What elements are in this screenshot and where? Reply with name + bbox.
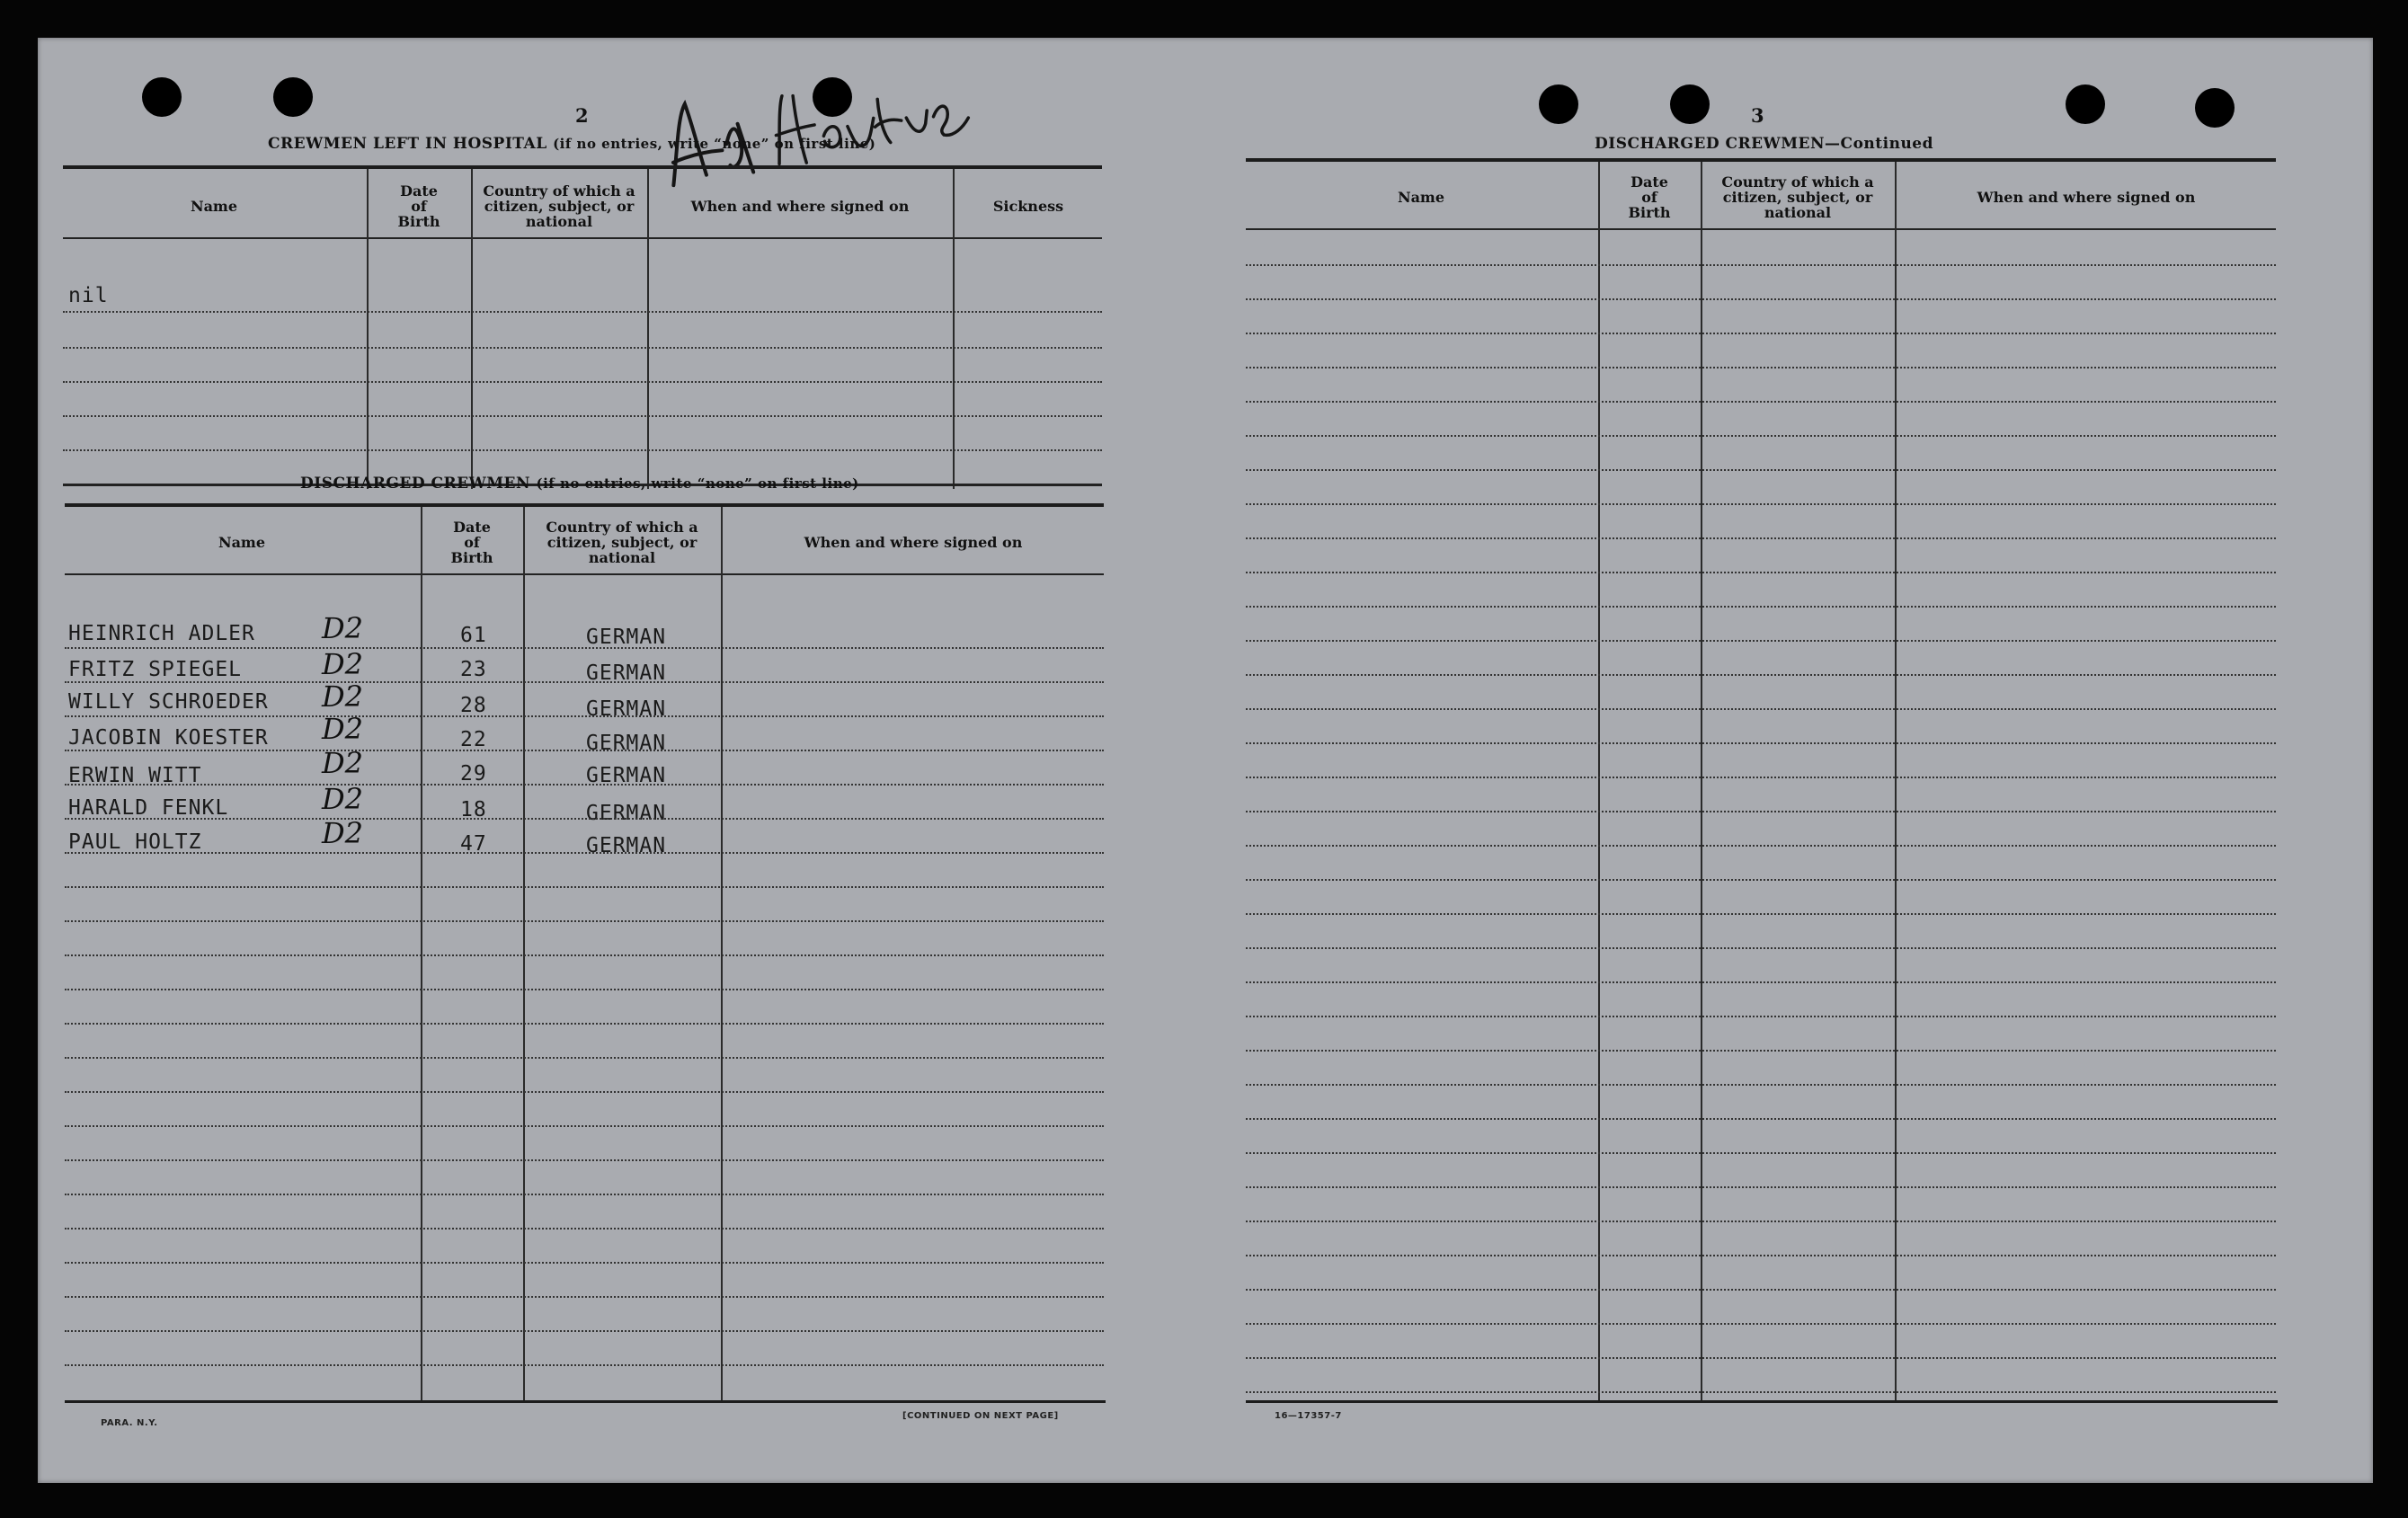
discharge-mark: D2 [322,816,364,850]
row-line [65,1330,1104,1332]
row-line [65,681,1104,683]
column-divider [1701,162,1702,1402]
discharged-section-title [300,475,859,493]
crewman-dob: 22 [460,728,487,751]
hospital-entry: nil [68,284,109,307]
row-line [65,954,1104,956]
row-line [63,347,1102,349]
row-line [65,1296,1104,1298]
right-page-title: DISCHARGED CREWMEN—Continued [1595,135,1934,153]
discharge-mark: D2 [322,611,364,645]
column-divider [647,169,649,489]
crewman-name: HARALD FENKL [68,796,229,820]
row-line [1246,1186,2276,1188]
row-line [65,1023,1104,1025]
row-line [1246,367,2276,368]
left-footer-continued: [CONTINUED ON NEXT PAGE] [902,1411,1059,1421]
row-line [1246,503,2276,505]
row-line [1246,401,2276,403]
discharge-mark: D2 [322,712,364,746]
column-header-date-of-birth: Date of Birth [1628,173,1671,221]
row-line [65,715,1104,717]
row-line [1246,674,2276,676]
row-line [65,1125,1104,1127]
row-line [1246,469,2276,471]
left-footer-printer: PARA. N.Y. [101,1418,158,1428]
column-divider [1895,162,1897,1402]
row-line [1246,606,2276,608]
discharged-continued-table [1246,158,2276,1402]
row-line [1246,640,2276,642]
row-line [1246,1255,2276,1256]
row-line [65,1364,1104,1366]
punch-hole [1670,84,1710,124]
column-header-name: Name [190,197,238,215]
row-line [65,852,1104,854]
crewman-dob: 23 [460,658,487,681]
column-header-country: Country of which a citizen, subject, or national [546,518,698,566]
column-divider [953,169,955,489]
discharged-table-header [65,510,1104,575]
crewman-name: WILLY SCHROEDER [68,690,269,714]
row-line [65,1057,1104,1059]
row-line [1246,1118,2276,1120]
crewman-dob: 47 [460,832,487,856]
right-page-bottom-rule [1246,1400,2278,1403]
row-line [65,1194,1104,1195]
row-line [1246,1289,2276,1291]
column-divider [471,169,473,489]
row-line [1246,777,2276,778]
crewman-name: FRITZ SPIEGEL [68,658,243,681]
hospital-table [63,165,1102,489]
crewman-name: ERWIN WITT [68,764,202,787]
row-line [1246,1084,2276,1086]
hospital-instruction: (if no entries, write “none” on first line) [553,136,876,152]
row-line [1246,537,2276,539]
crewman-name: HEINRICH ADLER [68,622,255,645]
row-line [65,920,1104,922]
row-line [65,784,1104,786]
row-line [65,1159,1104,1161]
crewman-name: PAUL HOLTZ [68,830,202,854]
hospital-table-header [63,174,1102,239]
row-line [1246,1357,2276,1359]
row-line [1246,1152,2276,1154]
continued-table-header [1246,165,2276,230]
row-line [1246,1050,2276,1052]
document-sheet [38,38,2373,1483]
row-line [1246,708,2276,710]
crewman-country: GERMAN [586,626,667,649]
crewman-name: JACOBIN KOESTER [68,726,269,750]
row-line [1246,1016,2276,1017]
left-page-number: 2 [575,104,589,127]
row-line [1246,435,2276,437]
row-line [65,886,1104,888]
column-header-date-of-birth: Date of Birth [397,182,440,230]
row-line [65,989,1104,990]
punch-hole [1539,84,1578,124]
row-line [65,1228,1104,1229]
hospital-section-title [268,135,875,153]
row-line [65,750,1104,751]
row-line [1246,298,2276,300]
crewman-country: GERMAN [586,764,667,787]
row-line [1246,947,2276,949]
crewman-country: GERMAN [586,732,667,755]
row-line [1246,811,2276,812]
discharge-mark: D2 [322,647,364,681]
row-line [65,647,1104,649]
row-line [1246,1391,2276,1393]
crewman-country: GERMAN [586,661,667,685]
discharged-table [65,503,1104,1402]
crewman-dob: 61 [460,624,487,647]
column-divider [1598,162,1600,1402]
column-header-date-of-birth: Date of Birth [450,518,493,566]
column-header-sickness: Sickness [992,197,1064,215]
crewman-dob: 29 [460,762,487,786]
crewman-country: GERMAN [586,697,667,721]
column-header-country: Country of which a citizen, subject, or national [1721,173,1874,221]
punch-hole [273,77,313,117]
crewman-dob: 28 [460,694,487,717]
row-line [65,1091,1104,1093]
row-line [1246,1323,2276,1325]
discharge-mark: D2 [322,679,364,714]
right-footer-form-number: 16—17357-7 [1275,1411,1342,1421]
row-line [1246,879,2276,881]
column-header-signed-on: When and where signed on [804,533,1023,551]
discharged-instruction: (if no entries, write “none” on first line) [536,475,859,492]
row-line [65,1262,1104,1264]
column-header-name: Name [1397,188,1445,206]
discharged-title-text: DISCHARGED CREWMEN [300,475,531,493]
row-line [1246,742,2276,744]
left-page-bottom-rule [65,1400,1106,1403]
crewman-country: GERMAN [586,834,667,857]
row-line [1246,913,2276,915]
row-line [1246,845,2276,847]
row-line [63,311,1102,313]
row-line [65,818,1104,820]
column-divider [367,169,369,489]
punch-hole [142,77,182,117]
row-line [1246,981,2276,983]
row-line [63,449,1102,451]
right-page-number: 3 [1751,104,1764,127]
discharge-mark: D2 [322,746,364,780]
hospital-title-text: CREWMEN LEFT IN HOSPITAL [268,135,547,153]
discharge-mark: D2 [322,782,364,816]
row-line [1246,1221,2276,1222]
column-header-signed-on: When and where signed on [690,197,910,215]
row-line [1246,572,2276,573]
column-header-name: Name [218,533,266,551]
row-line [63,381,1102,383]
column-header-country: Country of which a citizen, subject, or national [483,182,635,230]
row-line [1246,333,2276,334]
column-header-signed-on: When and where signed on [1977,188,2196,206]
row-line [63,415,1102,417]
crewman-dob: 18 [460,798,487,821]
row-line [1246,264,2276,266]
punch-hole [2066,84,2105,124]
crewman-country: GERMAN [586,802,667,825]
punch-hole [2195,88,2235,128]
